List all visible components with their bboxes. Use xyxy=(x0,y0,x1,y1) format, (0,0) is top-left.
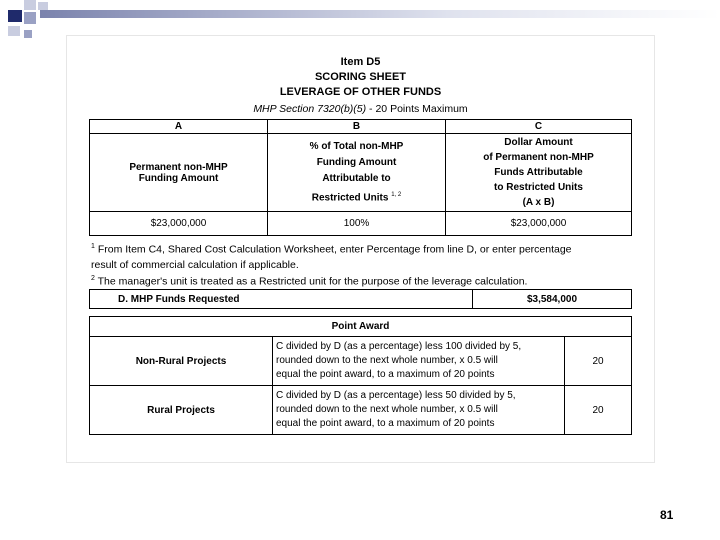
header-line: Funds Attributable xyxy=(494,167,583,178)
header-line: Attributable to xyxy=(322,172,391,184)
point-award-table xyxy=(89,316,632,435)
percent-header xyxy=(268,134,446,212)
corner-square xyxy=(24,12,36,24)
description-line: rounded down to the next whole number, x 0.5 will xyxy=(276,355,498,366)
non-rural-description xyxy=(273,337,565,386)
dollar-amount-header xyxy=(446,134,632,212)
footnote-1 xyxy=(91,239,572,273)
non-rural-points: 20 xyxy=(565,337,632,386)
footnote-marker: 1 xyxy=(91,243,95,250)
corner-square xyxy=(8,26,20,36)
corner-square xyxy=(24,0,36,10)
header-line: of Permanent non-MHP xyxy=(483,152,594,163)
header-line: to Restricted Units xyxy=(494,182,583,193)
corner-square xyxy=(8,10,22,22)
description-line: equal the point award, to a maximum of 20 points xyxy=(276,369,495,380)
footnote-text: From Item C4, Shared Cost Calculation Worksheet, enter Percentage from line D, or enter percentage xyxy=(94,243,572,256)
document-title: SCORING SHEET xyxy=(314,71,407,83)
header-line: Funding Amount xyxy=(138,172,219,184)
points-maximum: - 20 Points Maximum xyxy=(366,103,468,115)
footnote-line xyxy=(91,239,572,258)
header-line: Funding Amount xyxy=(316,156,397,168)
footnote-text: The manager's unit is treated as a Restricted unit for the purpose of the leverage calculation. xyxy=(94,275,528,288)
point-award-header: Point Award xyxy=(90,317,632,337)
dollar-amount-value: $23,000,000 xyxy=(446,212,632,236)
header-line: Dollar Amount xyxy=(504,137,573,148)
header-gradient-bar xyxy=(40,10,720,18)
description-line: C divided by D (as a percentage) less 100 divided by 5, xyxy=(276,341,522,352)
non-rural-label: Non-Rural Projects xyxy=(90,337,273,386)
section-reference: MHP Section 7320(b)(5) xyxy=(253,103,367,115)
column-c-header: C xyxy=(446,120,632,134)
footnote-marker: 2 xyxy=(91,275,95,282)
scoring-sheet-document xyxy=(67,36,654,462)
header-line: (A x B) xyxy=(522,197,555,208)
rural-description xyxy=(273,386,565,435)
footnote-2 xyxy=(91,271,527,290)
mhp-funds-value: $3,584,000 xyxy=(473,290,632,309)
header-line: Permanent non-MHP xyxy=(129,161,228,173)
funding-amount-header xyxy=(90,134,268,212)
header-line xyxy=(271,187,442,206)
description-line: equal the point award, to a maximum of 20 points xyxy=(276,418,495,429)
page-number: 81 xyxy=(660,508,674,522)
header-line: % of Total non-MHP xyxy=(309,140,404,152)
item-label: Item D5 xyxy=(340,56,381,68)
mhp-funds-label: D. MHP Funds Requested xyxy=(90,290,473,309)
funding-amount-value: $23,000,000 xyxy=(90,212,268,236)
description-line: rounded down to the next whole number, x 0.5 will xyxy=(276,404,498,415)
leverage-table xyxy=(89,119,632,236)
rural-label: Rural Projects xyxy=(90,386,273,435)
percent-value: 100% xyxy=(268,212,446,236)
rural-points: 20 xyxy=(565,386,632,435)
footnote-reference: 1, 2 xyxy=(391,191,402,198)
corner-square xyxy=(24,30,32,38)
mhp-funds-table xyxy=(89,289,632,309)
description-line: C divided by D (as a percentage) less 50 divided by 5, xyxy=(276,390,516,401)
header-line-text: Restricted Units xyxy=(311,192,389,204)
column-a-header: A xyxy=(90,120,268,134)
section-line xyxy=(67,103,654,115)
column-b-header: B xyxy=(268,120,446,134)
corner-square xyxy=(38,2,48,10)
footnote-line: result of commercial calculation if applicable. xyxy=(91,258,299,271)
document-subtitle: LEVERAGE OF OTHER FUNDS xyxy=(279,86,442,98)
